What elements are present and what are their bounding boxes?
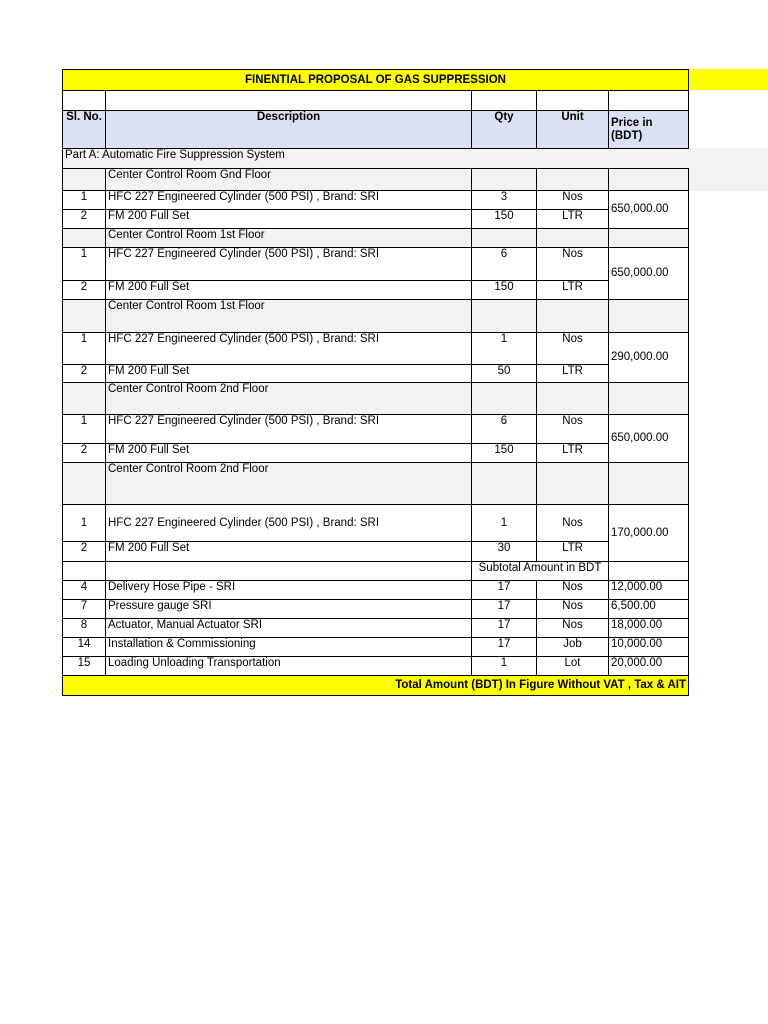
title-row <box>63 70 689 91</box>
unit-cell: Nos <box>537 581 609 600</box>
description-cell: FM 200 Full Set <box>106 444 472 463</box>
description-cell: Loading Unloading Transportation <box>106 657 472 676</box>
table-row <box>63 542 689 562</box>
sl-cell: 7 <box>63 600 106 619</box>
header-qty: Qty <box>472 111 537 149</box>
location-row <box>63 463 689 505</box>
sl-cell: 2 <box>63 281 106 300</box>
description-cell: HFC 227 Engineered Cylinder (500 PSI) , Brand: SRI <box>106 505 472 542</box>
price-cell: 650,000.00 <box>609 415 689 463</box>
proposal-table <box>62 69 689 696</box>
unit-cell: LTR <box>537 365 609 383</box>
description-cell: Delivery Hose Pipe - SRI <box>106 581 472 600</box>
table-row <box>63 657 689 676</box>
table-row <box>63 365 689 383</box>
description-cell: Installation & Commissioning <box>106 638 472 657</box>
header-row <box>63 111 689 149</box>
location-label: Center Control Room 1st Floor <box>106 300 472 333</box>
price-cell: 12,000.00 <box>609 581 689 600</box>
location-label: Center Control Room 2nd Floor <box>106 383 472 415</box>
unit-cell: Nos <box>537 333 609 365</box>
location-row <box>63 300 689 333</box>
table-row <box>63 638 689 657</box>
sl-cell: 4 <box>63 581 106 600</box>
title-row-fill <box>688 69 768 90</box>
qty-cell: 17 <box>472 600 537 619</box>
sl-cell: 1 <box>63 191 106 210</box>
price-cell: 10,000.00 <box>609 638 689 657</box>
part-a-label: Part A: Automatic Fire Suppression System <box>63 149 689 169</box>
table-row <box>63 415 689 444</box>
price-cell: 290,000.00 <box>609 333 689 383</box>
location-row <box>63 383 689 415</box>
sl-cell: 14 <box>63 638 106 657</box>
unit-cell: Nos <box>537 191 609 210</box>
qty-cell: 1 <box>472 333 537 365</box>
qty-cell: 150 <box>472 444 537 463</box>
unit-cell: LTR <box>537 210 609 229</box>
qty-cell: 1 <box>472 657 537 676</box>
table-row <box>63 281 689 300</box>
qty-cell: 150 <box>472 210 537 229</box>
sl-cell: 2 <box>63 542 106 562</box>
description-cell: FM 200 Full Set <box>106 281 472 300</box>
qty-cell: 1 <box>472 505 537 542</box>
unit-cell: Lot <box>537 657 609 676</box>
table-row <box>63 505 689 542</box>
subtotal-row <box>63 562 689 581</box>
unit-cell: Job <box>537 638 609 657</box>
unit-cell: LTR <box>537 542 609 562</box>
price-cell: 650,000.00 <box>609 248 689 300</box>
blank-row <box>63 91 689 111</box>
qty-cell: 6 <box>472 248 537 281</box>
qty-cell: 30 <box>472 542 537 562</box>
header-unit: Unit <box>537 111 609 149</box>
part-a-row-fill <box>688 148 768 191</box>
description-cell: Pressure gauge SRI <box>106 600 472 619</box>
table-row <box>63 600 689 619</box>
location-row <box>63 169 689 191</box>
qty-cell: 6 <box>472 415 537 444</box>
unit-cell: Nos <box>537 248 609 281</box>
description-cell: HFC 227 Engineered Cylinder (500 PSI) , Brand: SRI <box>106 191 472 210</box>
table-row <box>63 619 689 638</box>
price-cell: 6,500.00 <box>609 600 689 619</box>
qty-cell: 17 <box>472 619 537 638</box>
sl-cell: 8 <box>63 619 106 638</box>
total-label: Total Amount (BDT) In Figure Without VAT , Tax & AIT <box>63 676 689 696</box>
total-row <box>63 676 689 696</box>
qty-cell: 17 <box>472 638 537 657</box>
table-row <box>63 191 689 210</box>
table-row <box>63 444 689 463</box>
sl-cell: 1 <box>63 248 106 281</box>
sl-cell: 2 <box>63 365 106 383</box>
unit-cell: LTR <box>537 281 609 300</box>
description-cell: HFC 227 Engineered Cylinder (500 PSI) , Brand: SRI <box>106 415 472 444</box>
proposal-title: FINENTIAL PROPOSAL OF GAS SUPPRESSION <box>63 70 689 91</box>
sl-cell: 2 <box>63 210 106 229</box>
sl-cell: 1 <box>63 415 106 444</box>
location-row <box>63 229 689 248</box>
qty-cell: 17 <box>472 581 537 600</box>
description-cell: FM 200 Full Set <box>106 365 472 383</box>
header-description: Description <box>106 111 472 149</box>
description-cell: FM 200 Full Set <box>106 542 472 562</box>
sl-cell: 2 <box>63 444 106 463</box>
sl-cell: 1 <box>63 505 106 542</box>
part-a-row <box>63 149 689 169</box>
sl-cell: 15 <box>63 657 106 676</box>
price-cell: 18,000.00 <box>609 619 689 638</box>
table-row <box>63 248 689 281</box>
qty-cell: 50 <box>472 365 537 383</box>
unit-cell: Nos <box>537 415 609 444</box>
header-sl: Sl. No. <box>63 111 106 149</box>
proposal-sheet <box>62 69 689 696</box>
price-cell: 170,000.00 <box>609 505 689 562</box>
table-row <box>63 581 689 600</box>
subtotal-label: Subtotal Amount in BDT <box>472 562 609 581</box>
sl-cell: 1 <box>63 333 106 365</box>
price-cell: 650,000.00 <box>609 191 689 229</box>
location-label: Center Control Room 2nd Floor <box>106 463 472 505</box>
qty-cell: 3 <box>472 191 537 210</box>
location-label: Center Control Room Gnd Floor <box>106 169 472 191</box>
description-cell: HFC 227 Engineered Cylinder (500 PSI) , Brand: SRI <box>106 248 472 281</box>
unit-cell: Nos <box>537 600 609 619</box>
unit-cell: Nos <box>537 619 609 638</box>
table-row <box>63 210 689 229</box>
description-cell: HFC 227 Engineered Cylinder (500 PSI) , Brand: SRI <box>106 333 472 365</box>
description-cell: FM 200 Full Set <box>106 210 472 229</box>
table-row <box>63 333 689 365</box>
qty-cell: 150 <box>472 281 537 300</box>
unit-cell: Nos <box>537 505 609 542</box>
header-price: Price in (BDT) <box>609 111 689 149</box>
description-cell: Actuator, Manual Actuator SRI <box>106 619 472 638</box>
location-label: Center Control Room 1st Floor <box>106 229 472 248</box>
price-cell: 20,000.00 <box>609 657 689 676</box>
unit-cell: LTR <box>537 444 609 463</box>
